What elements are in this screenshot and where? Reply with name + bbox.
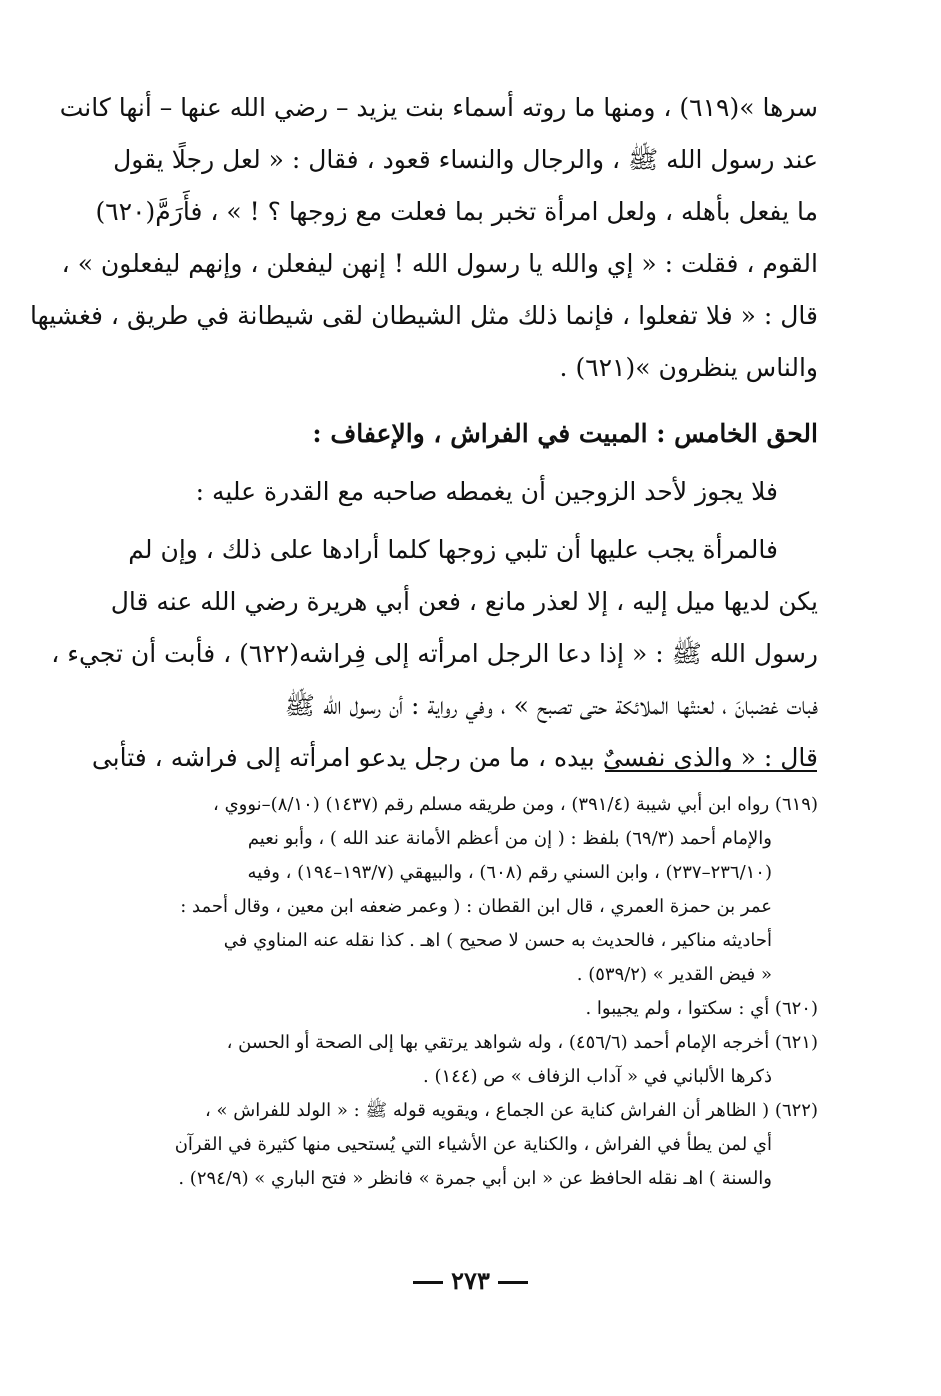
text-line: فالمرأة يجب عليها أن تلبي زوجها كلما أرادها على ذلك ، وإن لم [128,535,778,564]
footnote-619 [128,788,818,992]
footnote-separator [605,770,817,772]
footer-dash [498,1281,528,1284]
footnote-line: (٢٣٦/١٠–٢٣٧) ، وابن السني رقم (٦٠٨) ، والبيهقي (١٩٣/٧–١٩٤) ، وفيه [247,862,772,883]
footnote-line: « فيض القدير » (٥٣٩/٢) . [576,964,772,985]
text-line: يكن لديها ميل إليه ، إلا لعذر مانع ، فعن أبي هريرة رضي الله عنه قال [110,587,818,616]
page-number: ٢٧٣ [451,1266,490,1295]
intro-line: فلا يجوز لأحد الزوجين أن يغمطه صاحبه مع القدرة عليه : [195,477,778,506]
text-line: القوم ، فقلت : « إي والله يا رسول الله ! إنهن ليفعلن ، وإنهم ليفعلون » ، [61,249,818,278]
page-footer [0,1266,941,1295]
main-text [29,82,818,784]
footnote-621 [128,1026,818,1094]
footer-dash [413,1281,443,1284]
footnote-line: (٦١٩) رواه ابن أبي شيبة (٣٩١/٤) ، ومن طريقه مسلم رقم (١٤٣٧) (٨/١٠)–نووي ، [213,794,818,815]
footnote-line: أي لمن يطأ في الفراش ، والكناية عن الأشياء التي يُستحيى منها كثيرة في القرآن [174,1134,772,1155]
footnote-line: ذكرها الألباني في « آداب الزفاف » ص (١٤٤) . [423,1066,772,1087]
text-line: قال : « فلا تفعلوا ، فإنما ذلك مثل الشيطان لقى شيطانة في طريق ، فغشيها [29,301,818,330]
footnote-line: عمر بن حمزة العمري ، قال ابن القطان : ( وعمر ضعفه ابن معين ، وقال أحمد : [180,896,772,917]
footnote-622 [128,1094,818,1196]
footnotes [128,788,818,1196]
footnote-line: (٦٢٢) ( الظاهر أن الفراش كناية عن الجماع ، ويقويه قوله ﷺ : « الولد للفراش » ، [205,1100,818,1121]
text-line: رسول الله ﷺ : « إذا دعا الرجل امرأته إلى فِراشه(٦٢٢) ، فأبت أن تجيء ، [51,639,818,668]
text-line: قال : « والذي نفسيٌ بيده ، ما من رجل يدعو امرأته إلى فراشه ، فتأبى [91,743,818,772]
footnote-line: والسنة ) اهـ نقله الحافظ عن « ابن أبي جمرة » فانظر « فتح الباري » (٢٩٤/٩) . [178,1168,772,1189]
section-heading: الحق الخامس : المبيت في الفراش ، والإعفاف : [312,419,818,448]
text-line: والناس ينظرون »(٦٢١) . [559,353,818,382]
text-line: ما يفعل بأهله ، ولعل امرأة تخبر بما فعلت مع زوجها ؟ ! » ، فأَرَمَّ(٦٢٠) [95,197,818,226]
footnote-line: (٦٢٠) أي : سكتوا ، ولم يجيبوا . [585,998,818,1019]
text-line: عند رسول الله ﷺ ، والرجال والنساء قعود ، فقال : « لعل رجلًا يقول [113,145,818,174]
footnote-620 [128,992,818,1026]
text-line: فبات غضبانَ ، لعنتْها الملائكة حتى تصبح » ، وفي رواية : أن رسول الله ﷺ [284,691,818,720]
footnote-line: والإمام أحمد (٦٩/٣) بلفظ : ( إن من أعظم الأمانة عند الله ) ، وأبو نعيم [247,828,772,849]
footnote-line: (٦٢١) أخرجه الإمام أحمد (٤٥٦/٦) ، وله شواهد يرتقي بها إلى الصحة أو الحسن ، [226,1032,818,1053]
footnote-line: أحاديثه مناكير ، فالحديث به حسن لا صحيح ) اهـ . كذا نقله عنه المناوي في [223,930,772,951]
text-line: سرها »(٦١٩) ، ومنها ما روته أسماء بنت يزيد – رضي الله عنها – أنها كانت [59,93,818,122]
